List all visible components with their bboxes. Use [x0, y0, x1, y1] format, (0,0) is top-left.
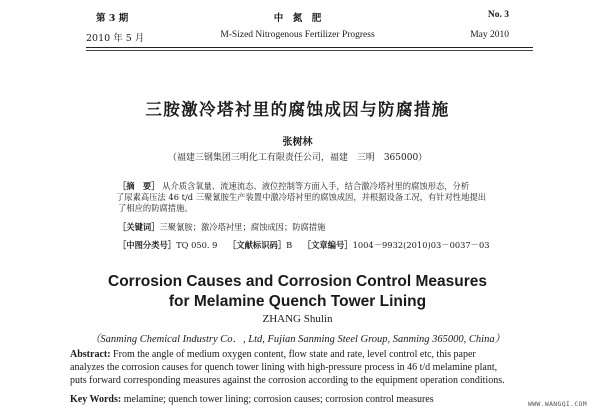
header-rule-thin — [86, 50, 533, 51]
keywords-cn-text: 三聚氰胺；激冷塔衬里；腐蚀成因；防腐措施 — [159, 222, 326, 232]
article-title-cn: 三胺激冷塔衬里的腐蚀成因与防腐措施 — [145, 100, 450, 119]
header-rule-thick — [86, 47, 533, 48]
abstract-cn-label: ［摘 要］ — [118, 181, 160, 191]
doc-code-value: B — [286, 240, 293, 250]
clc-value: TQ 050. 9 — [176, 240, 218, 250]
classification-line — [118, 240, 490, 251]
abstract-cn-line-1 — [118, 181, 486, 192]
abstract-cn-line-3: 了相应的防腐措施。 — [118, 203, 193, 213]
keywords-en — [70, 393, 434, 406]
keywords-en-text: melamine; quench tower lining; corrosion causes; corrosion control measures — [123, 394, 434, 405]
keywords-cn — [118, 222, 325, 233]
abstract-en-line-1 — [70, 348, 505, 361]
abstract-cn-text-1: 从介质含氧量、流速流态、液位控制等方面入手，结合激冷塔衬里的腐蚀形态，分析 — [162, 181, 470, 191]
article-number-label: ［文章编号］ — [302, 240, 353, 250]
site-watermark: WWW.WANGQI.COM — [528, 400, 587, 408]
abstract-en — [70, 348, 505, 387]
abstract-cn — [118, 181, 486, 214]
author-name-en: ZHANG Shulin — [262, 313, 333, 325]
issue-date-en: May 2010 — [470, 30, 509, 40]
abstract-en-label: Abstract: — [70, 349, 111, 360]
article-number-value: 1004－9932(2010)03－0037－03 — [352, 240, 490, 250]
article-title-en-line-1: Corrosion Causes and Corrosion Control Measures — [108, 273, 487, 290]
keywords-en-label: Key Words: — [70, 394, 122, 405]
affiliation-en: （Sanming Chemical Industry Co．, Ltd, Fujian Sanming Steel Group, Sanming 365000, China） — [89, 334, 506, 345]
doc-code-label: ［文献标识码］ — [228, 240, 287, 250]
journal-name-cn: 中 氮 肥 — [273, 13, 322, 24]
abstract-en-line-2: analyzes the corrosion causes for quench tower lining with high-pressure process in 46 t/d melamine plant, — [70, 362, 498, 373]
affiliation-cn: （福建三钢集团三明化工有限责任公司，福建 三明 365000） — [167, 153, 428, 163]
keywords-cn-label: ［关键词］ — [118, 222, 160, 232]
issue-number-en: No. 3 — [487, 10, 509, 20]
article-title-en-line-2: for Melamine Quench Tower Lining — [168, 293, 427, 310]
author-name-cn: 张树林 — [282, 137, 313, 148]
abstract-en-line-3: puts forward corresponding measures against the corrosion according to the equipment operation conditions. — [70, 375, 505, 386]
issue-number-cn: 第 3 期 — [96, 13, 129, 24]
issue-date-cn: 2010 年 5 月 — [86, 33, 145, 44]
journal-name-en: M-Sized Nitrogenous Fertilizer Progress — [220, 30, 375, 40]
abstract-en-text-1: From the angle of medium oxygen content, flow state and rate, level control etc, this paper — [113, 349, 476, 360]
abstract-cn-line-2: 了尿素高压法 46 t/d 三聚氰胺生产装置中激冷塔衬里的腐蚀成因，并根据设备工况，有针对性地提出 — [116, 192, 487, 202]
clc-label: ［中图分类号］ — [118, 240, 177, 250]
